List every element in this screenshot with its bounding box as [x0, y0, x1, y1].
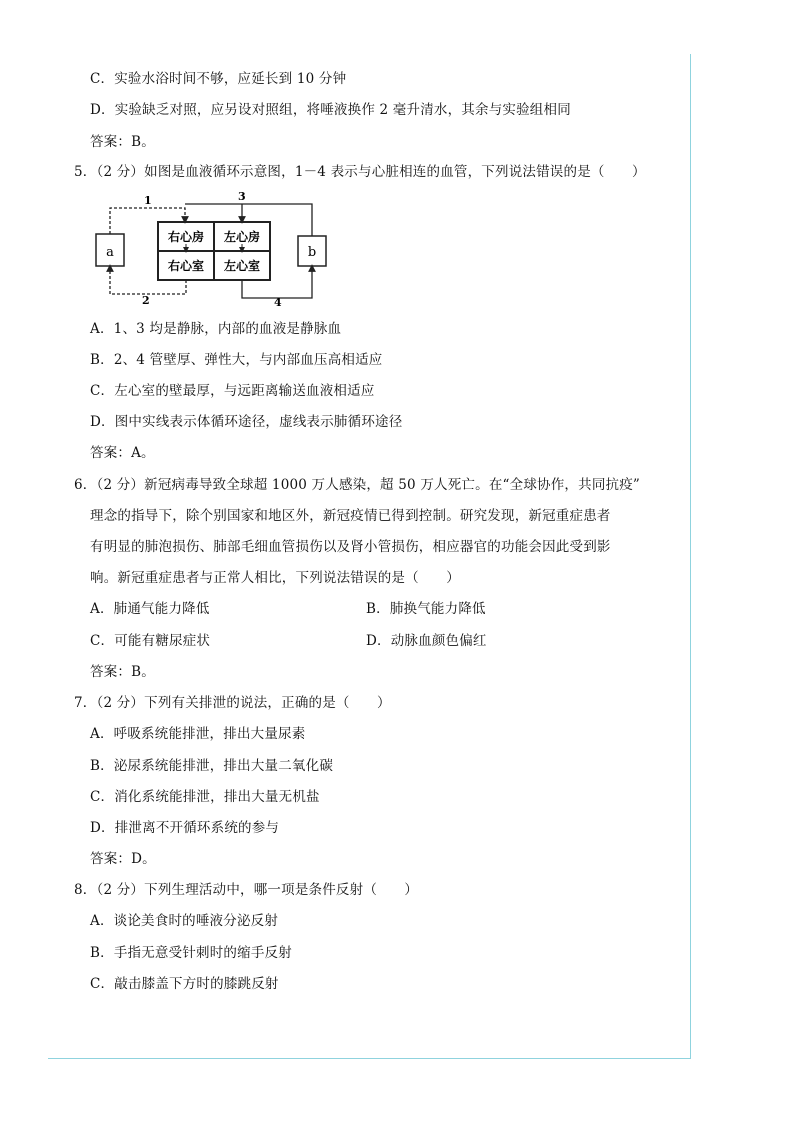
left-atrium-label: 左心房 — [223, 230, 261, 244]
vessel-1-label: 1 — [144, 194, 152, 207]
answer-text: 答案：B。 — [90, 664, 155, 680]
option-text: C．可能有糖尿症状 — [90, 633, 211, 649]
option-text: A．谈论美食时的唾液分泌反射 — [90, 913, 279, 929]
right-ventricle-label: 右心室 — [167, 259, 205, 273]
page-border-right — [690, 54, 691, 1058]
blood-circulation-diagram — [92, 190, 342, 308]
vessel-2-label: 2 — [142, 294, 150, 307]
question-7: 7．（2 分）下列有关排泄的说法，正确的是（ ） — [74, 695, 391, 711]
answer-text: 答案：B。 — [90, 134, 155, 150]
option-text: B．肺换气能力降低 — [366, 601, 486, 617]
option-text: A．肺通气能力降低 — [90, 601, 210, 617]
question-8: 8．（2 分）下列生理活动中，哪一项是条件反射（ ） — [74, 882, 419, 898]
answer-text: 答案：D。 — [90, 851, 156, 867]
vessel-4-label: 4 — [274, 296, 282, 308]
option-text: C．左心室的壁最厚，与远距离输送血液相适应 — [90, 383, 375, 399]
question-6-cont: 响。新冠重症患者与正常人相比，下列说法错误的是（ ） — [90, 570, 460, 586]
box-a-label: a — [106, 245, 114, 260]
left-ventricle-label: 左心室 — [223, 259, 261, 273]
vessel-3-label: 3 — [238, 190, 246, 203]
option-text: C．消化系统能排泄，排出大量无机盐 — [90, 789, 320, 805]
option-text: D．动脉血颜色偏红 — [366, 633, 487, 649]
question-6-cont: 有明显的肺泡损伤、肺部毛细血管损伤以及肾小管损伤，相应器官的功能会因此受到影 — [90, 539, 611, 555]
option-text: B．泌尿系统能排泄，排出大量二氧化碳 — [90, 758, 334, 774]
option-text: D．排泄离不开循环系统的参与 — [90, 820, 280, 836]
question-6: 6．（2 分）新冠病毒导致全球超 1000 万人感染，超 50 万人死亡。在“全球协作，共同抗疫” — [74, 477, 641, 493]
right-atrium-label: 右心房 — [167, 230, 205, 244]
option-text: A．呼吸系统能排泄，排出大量尿素 — [90, 726, 306, 742]
option-text: B．手指无意受针刺时的缩手反射 — [90, 945, 292, 961]
option-text: D．实验缺乏对照，应另设对照组，将唾液换作 2 毫升清水，其余与实验组相同 — [90, 102, 571, 118]
question-6-cont: 理念的指导下，除个别国家和地区外，新冠疫情已得到控制。研究发现，新冠重症患者 — [90, 508, 611, 524]
option-text: C．实验水浴时间不够，应延长到 10 分钟 — [90, 71, 347, 87]
option-text: A．1、3 均是静脉，内部的血液是静脉血 — [90, 321, 342, 337]
option-text: C．敲击膝盖下方时的膝跳反射 — [90, 976, 279, 992]
option-text: B．2、4 管壁厚、弹性大，与内部血压高相适应 — [90, 352, 383, 368]
page-border-bottom — [48, 1058, 691, 1059]
answer-text: 答案：A。 — [90, 445, 155, 461]
option-text: D．图中实线表示体循环途径，虚线表示肺循环途径 — [90, 414, 403, 430]
question-5: 5．（2 分）如图是血液循环示意图，1－4 表示与心脏相连的血管，下列说法错误的是（ ） — [74, 164, 646, 180]
box-b-label: b — [307, 245, 317, 260]
